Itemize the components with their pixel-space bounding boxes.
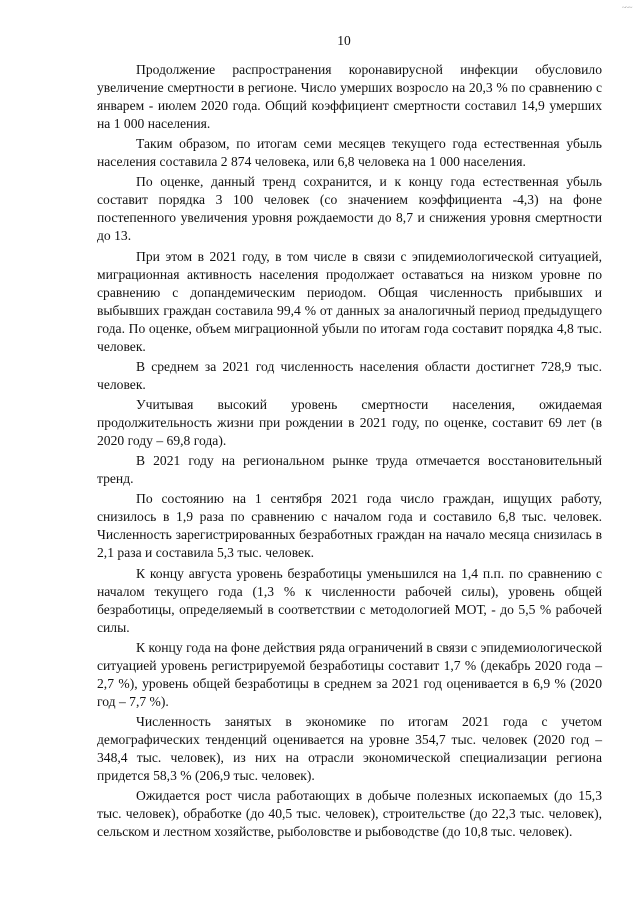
paragraph: При этом в 2021 году, в том числе в связи с эпидемиологической ситуацией, миграционная активность населения продолжает оставаться на низком уровне по сравнению с допандемическим периодом. Общая численность прибывших и выбывших граждан составила 99,4 % от данных за аналогичный период предыдущего года. По оценке, объем миграционной убыли по итогам года составит порядка 4,8 тыс. человек. <box>97 248 602 354</box>
corner-scan-mark: ~~~ <box>622 4 632 12</box>
paragraph: Ожидается рост числа работающих в добыче полезных ископаемых (до 15,3 тыс. человек), обработке (до 40,5 тыс. человек), строительстве (до 22,3 тыс. человек), сельском и лестном хозяйстве, рыболовстве и рыбоводстве (до 10,8 тыс. человек). <box>97 788 602 840</box>
document-body <box>97 61 602 843</box>
paragraph: Учитывая высокий уровень смертности населения, ожидаемая продолжительность жизни при рождении в 2021 году, по оценке, составит 69 лет (в 2020 году – 69,8 года). <box>97 396 602 448</box>
page-number: 10 <box>337 33 351 48</box>
paragraph: По оценке, данный тренд сохранится, и к концу года естественная убыль составит порядка 3 100 человек (со значением коэффициента -4,3) на фоне постепенного увеличения уровня рождаемости до 8,7 и снижения уровня смертности до 13. <box>97 174 602 244</box>
paragraph: В среднем за 2021 год численность населения области достигнет 728,9 тыс. человек. <box>97 358 602 392</box>
paragraph: К концу года на фоне действия ряда ограничений в связи с эпидемиологической ситуацией уровень регистрируемой безработицы составит 1,7 % (декабрь 2020 года – 2,7 %), уровень общей безработицы в среднем за 2021 год оценивается в 6,9 % (2020 год – 7,7 %). <box>97 639 602 709</box>
paragraph: По состоянию на 1 сентября 2021 года число граждан, ищущих работу, снизилось в 1,9 раза по сравнению с началом года и составило 6,8 тыс. человек. Численность зарегистрированных безработных граждан на начало месяца снизилась в 2,1 раза и составила 5,3 тыс. человек. <box>97 491 602 561</box>
paragraph: К концу августа уровень безработицы уменьшился на 1,4 п.п. по сравнению с началом текущего года (1,3 % к численности рабочей силы), уровень общей безработицы, определяемый в соответствии с методологией МОТ, - до 5,5 % рабочей силы. <box>97 565 602 635</box>
paragraph: Таким образом, по итогам семи месяцев текущего года естественная убыль населения составила 2 874 человека, или 6,8 человека на 1 000 населения. <box>97 136 602 170</box>
paragraph: Численность занятых в экономике по итогам 2021 года с учетом демографических тенденций оценивается на уровне 354,7 тыс. человек (2020 год – 348,4 тыс. человек), из них на отрасли экономической специализации региона придется 58,3 % (206,9 тыс. человек). <box>97 713 602 783</box>
paragraph: Продолжение распространения коронавирусной инфекции обусловило увеличение смертности в регионе. Число умерших возросло на 20,3 % по сравнению с январем - июлем 2020 года. Общий коэффициент смертности составил 14,9 умерших на 1 000 населения. <box>97 62 602 131</box>
paragraph: В 2021 году на региональном рынке труда отмечается восстановительный тренд. <box>97 453 602 487</box>
